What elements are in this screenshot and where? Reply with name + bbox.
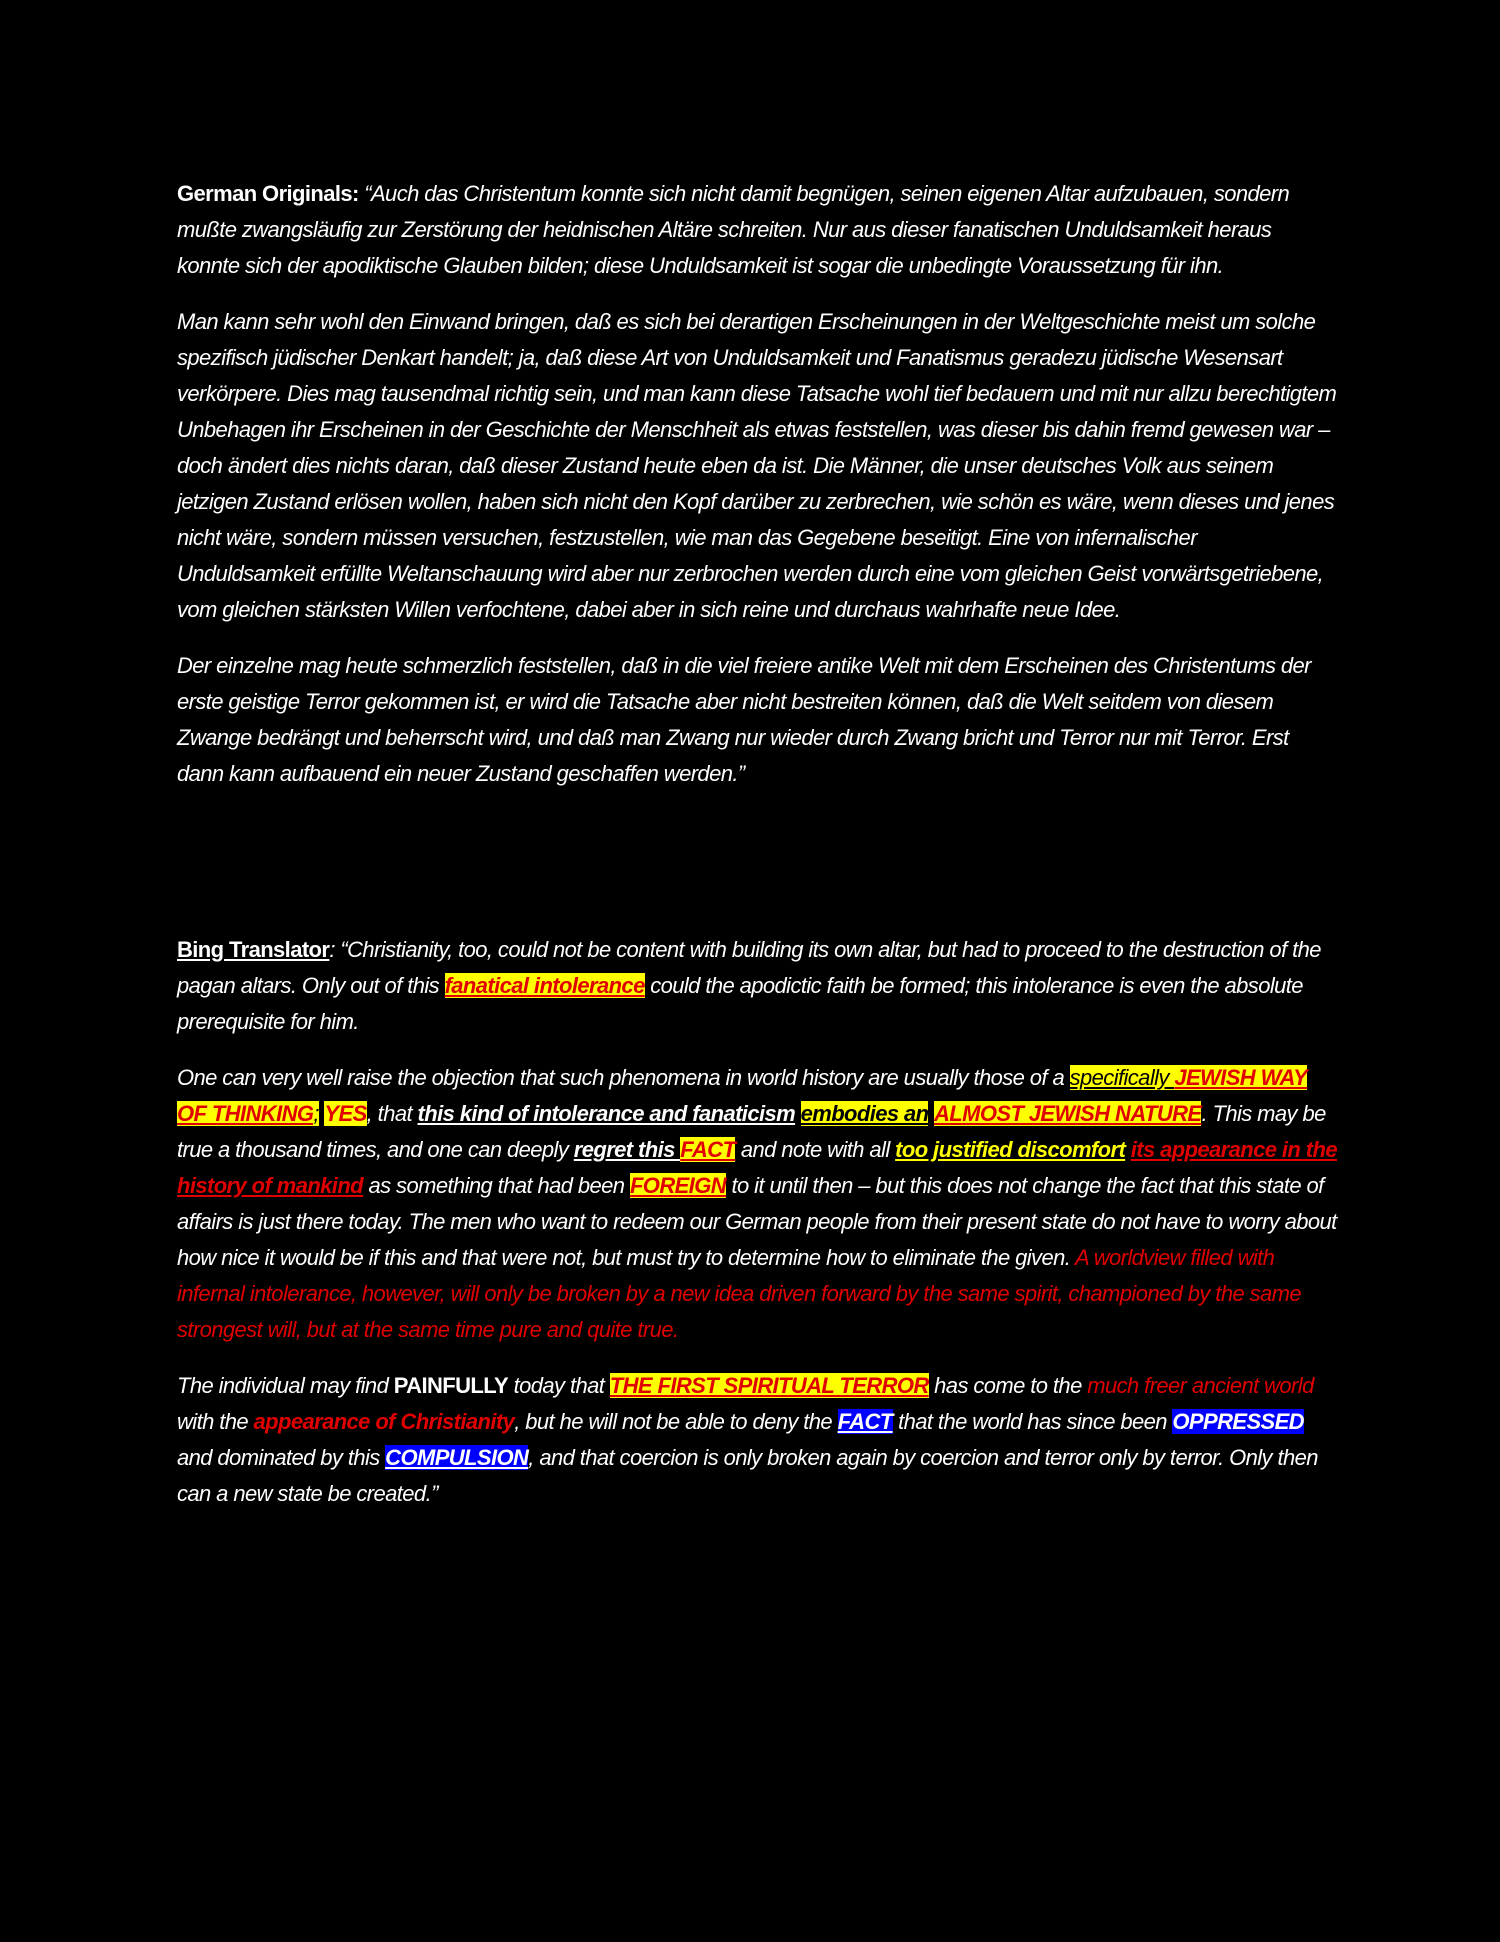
text-run: today that bbox=[508, 1373, 610, 1398]
text-run: Man kann sehr wohl den Einwand bringen, daß es sich bei derartigen Erscheinungen in der Weltgeschichte meist um solche spezifisch jüdischer Denkart handelt; ja, daß diese Art von Unduldsamkeit und Fanatismus geradezu jüdische Wesensart verkörpere. Dies mag tausendmal richtig sein, und man kann diese Tatsache wohl tief bedauern und mit nur allzu berechtigtem Unbehagen ihr Erscheinen in der Geschichte der Menschheit als etwas feststellen, was dieser bis dahin fremd gewesen war – doch ändert dies nichts daran, daß dieser Zustand heute eben da ist. Die Männer, die unser deutsches Volk aus seinem jetzigen Zustand erlösen wollen, haben sich nicht den Kopf darüber zu zerbrechen, wie schön es wäre, wenn dieses und jenes nicht wäre, sondern müssen versuchen, festzustellen, wie man das Gegebene beseitigt. Eine von infernalischer Unduldsamkeit erfüllte Weltanschauung wird aber nur zerbrochen werden durch eine vom gleichen Geist vorwärtsgetriebene, vom gleichen stärksten Willen verfochtene, dabei aber in sich reine und durchaus wahrhafte neue Idee. bbox=[177, 309, 1337, 622]
highlighted-text: embodies an bbox=[800, 1101, 929, 1126]
text-run: that the world has since been bbox=[892, 1409, 1173, 1434]
highlighted-text: fanatical intolerance bbox=[444, 973, 645, 998]
highlighted-text: PAINFULLY bbox=[393, 1373, 509, 1398]
highlighted-text: FACT bbox=[837, 1409, 893, 1434]
highlighted-text: FOREIGN bbox=[629, 1173, 726, 1198]
highlighted-text: this kind of intolerance and fanaticism bbox=[417, 1101, 796, 1126]
highlighted-text: YES bbox=[324, 1101, 367, 1126]
paragraph bbox=[177, 1060, 1337, 1348]
section-label: Bing Translator bbox=[177, 937, 330, 962]
highlighted-text: ALMOST JEWISH NATURE bbox=[934, 1101, 1202, 1126]
highlighted-text: too justified discomfort bbox=[895, 1137, 1126, 1162]
text-run: One can very well raise the objection that such phenomena in world history are usually those of a bbox=[177, 1065, 1070, 1090]
section-label: German Originals: bbox=[177, 181, 359, 206]
highlighted-text: appearance of Christianity bbox=[253, 1409, 515, 1434]
german-originals-section bbox=[177, 176, 1337, 792]
text-run: to it until then – but this does not change the fact that this state of affairs is just there today. The men who want to redeem our German people from their present state do not have to worry about how nice it would be if this and that were not, but must try to determine how to eliminate the given. bbox=[177, 1173, 1337, 1270]
text-run: Der einzelne mag heute schmerzlich feststellen, daß in die viel freiere antike Welt mit dem Erscheinen des Christentums der erste geistige Terror gekommen ist, er wird die Tatsache aber nicht bestreiten können, daß die Welt seitdem von diesem Zwange bedrängt und beherrscht wird, und daß man Zwang nur wieder durch Zwang bricht und Terror nur mit Terror. Erst dann kann aufbauend ein neuer Zustand geschaffen werden.” bbox=[177, 653, 1311, 786]
paragraph bbox=[177, 176, 1337, 284]
text-run: : “Christianity, too, could not be content with building its own altar, but had to proceed to the destruction of the pagan altars. Only out of this bbox=[177, 937, 1321, 998]
text-run bbox=[795, 1101, 801, 1126]
highlighted-text: FACT bbox=[680, 1137, 736, 1162]
highlighted-text: THE FIRST SPIRITUAL TERROR bbox=[609, 1373, 929, 1398]
text-run: , but he will not be able to deny the bbox=[514, 1409, 838, 1434]
text-run: as something that had been bbox=[363, 1173, 630, 1198]
bing-translator-section bbox=[177, 932, 1337, 1512]
text-run: and dominated by this bbox=[177, 1445, 386, 1470]
text-run: The individual may find bbox=[177, 1373, 394, 1398]
text-run: could the apodictic faith be formed; this intolerance is even the absolute prerequisite for him. bbox=[177, 973, 1303, 1034]
highlighted-text: specifically bbox=[1069, 1065, 1175, 1090]
highlighted-text: its appearance in the history of mankind bbox=[177, 1137, 1337, 1198]
text-run: , and that coercion is only broken again by coercion and terror only by terror. Only then can a new state be created.” bbox=[177, 1445, 1318, 1506]
highlighted-text: OPPRESSED bbox=[1172, 1409, 1304, 1434]
text-run: has come to the bbox=[928, 1373, 1088, 1398]
paragraph bbox=[177, 648, 1337, 792]
text-run: with the bbox=[177, 1409, 254, 1434]
highlighted-text: COMPULSION bbox=[385, 1445, 529, 1470]
document-page bbox=[177, 176, 1337, 1532]
paragraph bbox=[177, 1368, 1337, 1512]
text-run: “Auch das Christentum konnte sich nicht damit begnügen, seinen eigenen Altar aufzubauen, sondern mußte zwangsläufig zur Zerstörung der heidnischen Altäre schreiten. Nur aus dieser fanatischen Unduldsamkeit heraus konnte sich der apodiktische Glauben bilden; diese Unduldsamkeit ist sogar die unbedingte Voraussetzung für ihn. bbox=[177, 181, 1290, 278]
highlighted-text: ; bbox=[313, 1101, 319, 1126]
highlighted-text: A worldview filled with infernal intolerance, however, will only be broken by a new idea driven forward by the same spirit, championed by the same strongest will, but at the same time pure and quite true. bbox=[177, 1245, 1301, 1342]
text-run: . This may be true a thousand times, and one can deeply bbox=[177, 1101, 1326, 1162]
text-run: and note with all bbox=[735, 1137, 896, 1162]
text-run: , that bbox=[366, 1101, 418, 1126]
paragraph bbox=[177, 304, 1337, 628]
highlighted-text: much freer ancient world bbox=[1087, 1373, 1314, 1398]
paragraph bbox=[177, 932, 1337, 1040]
highlighted-text: regret this bbox=[573, 1137, 681, 1162]
highlighted-text: JEWISH WAY OF THINKING bbox=[177, 1065, 1308, 1126]
